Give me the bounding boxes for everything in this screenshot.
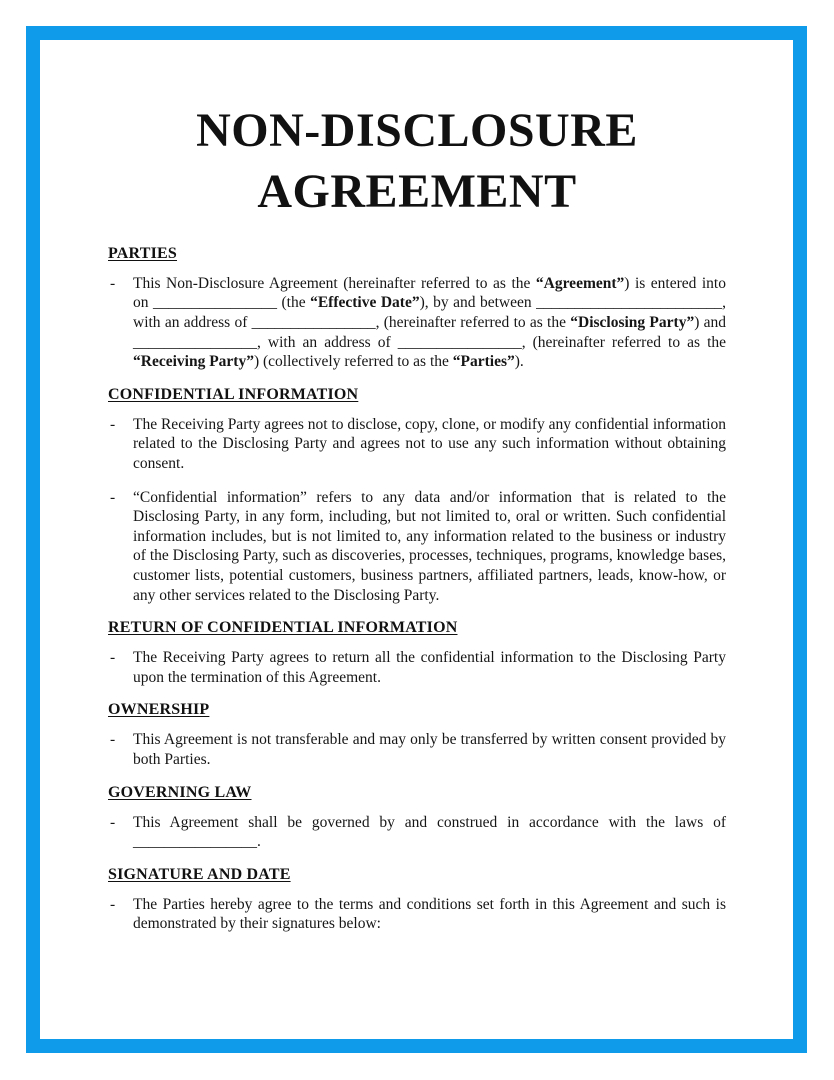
bullet-dash: - xyxy=(110,415,116,433)
list-item xyxy=(108,895,726,934)
list-item xyxy=(108,648,726,687)
section-heading-signature-and-date: SIGNATURE AND DATE xyxy=(108,865,291,883)
return-clause: The Receiving Party agrees to return all the confidential information to the Disclosing Party upon the termination of this Agreement. xyxy=(133,649,726,686)
ownership-clause: This Agreement is not transferable and may only be transferred by written consent provided by both Parties. xyxy=(133,731,726,768)
title-line-1: NON-DISCLOSURE xyxy=(196,104,638,157)
list-item xyxy=(108,813,726,852)
confidential-clause-2: “Confidential information” refers to any data and/or information that is related to the Disclosing Party, in any form, including, but not limited to, oral or written. Such confidential information includes, but is not limited to, any information related to the business or industry of the Disclosing Party, such as discoveries, processes, techniques, programs, knowledge bases, customer lists, potential customers, business partners, affiliated partners, leads, know-how, or any other services related to the Disclosing Party. xyxy=(133,488,726,604)
bullet-dash: - xyxy=(110,813,116,831)
bullet-dash: - xyxy=(110,895,116,913)
list-item xyxy=(108,415,726,474)
list-item xyxy=(108,274,726,372)
document-content xyxy=(108,100,726,948)
section-parties xyxy=(108,245,726,372)
bullet-dash: - xyxy=(110,488,116,506)
bullet-dash: - xyxy=(110,731,116,749)
title-line-2: AGREEMENT xyxy=(257,165,577,219)
list-item xyxy=(108,488,726,606)
section-heading-governing-law: GOVERNING LAW xyxy=(108,783,252,801)
list-item xyxy=(108,730,726,769)
confidential-clause-1: The Receiving Party agrees not to disclose, copy, clone, or modify any confidential information related to the Disclosing Party and agrees not to use any such information without obtaining consent. xyxy=(133,415,726,473)
section-heading-ownership: OWNERSHIP xyxy=(108,701,210,719)
section-governing-law xyxy=(108,784,726,852)
section-heading-confidential-information: CONFIDENTIAL INFORMATION xyxy=(108,385,359,403)
governing-law-clause: This Agreement shall be governed by and construed in accordance with the laws of ________________. xyxy=(133,813,726,851)
section-ownership xyxy=(108,701,726,769)
parties-clause: This Non-Disclosure Agreement (hereinafter referred to as the “Agreement”) is entered into on ________________ (the “Effective Date”), by and between ________________________, with an address of ________________, (hereinafter referred to as the “Disclosing Party”) and ________________, with an address of ________________, (hereinafter referred to as the “Receiving Party”) (collectively referred to as the “Parties”). xyxy=(133,274,727,371)
signature-clause: The Parties hereby agree to the terms and conditions set forth in this Agreement and such is demonstrated by their signatures below: xyxy=(133,895,726,933)
section-heading-return-of-confidential-information: RETURN OF CONFIDENTIAL INFORMATION xyxy=(108,619,458,637)
section-return-of-confidential-information xyxy=(108,619,726,687)
section-heading-parties: PARTIES xyxy=(108,244,178,262)
section-confidential-information xyxy=(108,386,726,605)
bullet-dash: - xyxy=(110,274,116,292)
section-signature-and-date xyxy=(108,866,726,934)
document-title xyxy=(108,100,726,223)
bullet-dash: - xyxy=(110,649,116,667)
